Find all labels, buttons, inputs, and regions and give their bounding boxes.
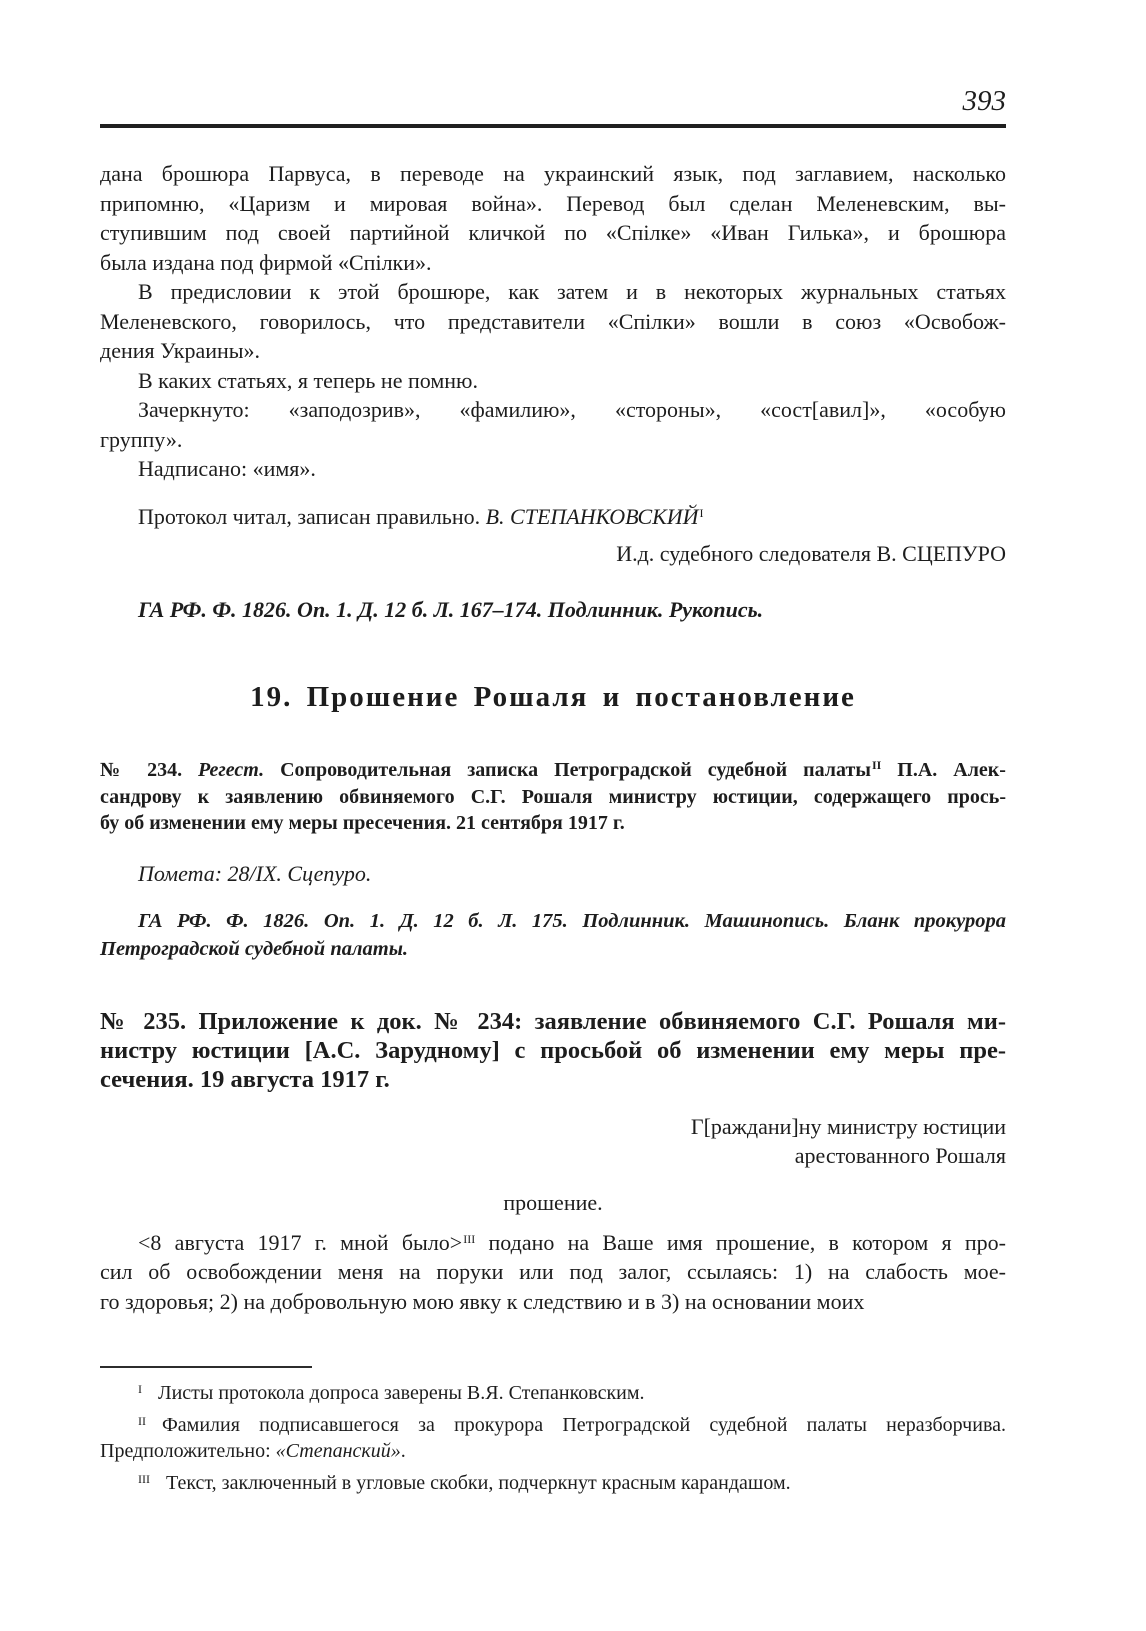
text-line [100, 454, 1006, 484]
text-segment: В предисловии к этой брошюре, как затем и в некоторых журнальных статьях [138, 279, 1006, 304]
text-line [100, 907, 1006, 935]
text-line [100, 595, 1006, 625]
text-line [100, 1065, 1006, 1094]
text-line [100, 218, 1006, 248]
footnote-1 [100, 1380, 1006, 1407]
footnote-ref: III [463, 1231, 476, 1246]
text-segment: Текст, заключенный в угловые скобки, подчеркнут красным карандашом. [166, 1471, 791, 1494]
text-line [100, 1287, 1006, 1317]
text-segment: нистру юстиции [А.С. Зарудному] с просьбой об изменении ему меры пре- [100, 1037, 1006, 1064]
text-segment: П.А. Алек- [881, 759, 1006, 781]
pometa-line [100, 859, 1006, 889]
text-line [100, 859, 1006, 889]
page-content [100, 0, 1006, 1496]
text-line [100, 248, 1006, 278]
text-segment: Регест. [198, 759, 265, 781]
text-line [100, 680, 1006, 714]
text-segment: «Степанский» [275, 1440, 401, 1462]
text-segment: Зачеркнуто: «заподозрив», «фамилию», «стороны», «сост[авил]», «особую [138, 397, 1006, 422]
para-crossed-out [100, 395, 1006, 454]
text-line [100, 425, 1006, 455]
text-segment: Надписано: «имя». [138, 456, 316, 481]
text-line [100, 1438, 1006, 1465]
text-line [100, 1188, 1006, 1218]
para-preface [100, 277, 1006, 366]
text-line [100, 1036, 1006, 1065]
text-segment: Листы протокола допроса заверены В.Я. Степанковским. [158, 1382, 645, 1404]
archive-ref-1 [100, 595, 1006, 625]
page-number: 393 [962, 85, 1006, 117]
text-line [100, 189, 1006, 219]
doc-234-header [100, 757, 1006, 837]
text-segment: ГА РФ. Ф. 1826. Оп. 1. Д. 12 б. Л. 175. Подлинник. Машинопись. Бланк прокурора [138, 910, 1006, 932]
text-segment: ГА РФ. Ф. 1826. Оп. 1. Д. 12 б. Л. 167–174. Подлинник. Рукопись. [138, 596, 764, 622]
text-segment: № 234. [100, 759, 199, 781]
investigator-line [100, 539, 1006, 569]
text-line [100, 1412, 1006, 1439]
text-segment: прошение. [503, 1190, 603, 1215]
footnote-ref: I [699, 505, 704, 520]
text-segment: Фамилия подписавшегося за прокурора Петроградской судебной палаты неразборчива. [162, 1413, 1006, 1436]
text-segment: группу». [100, 426, 183, 452]
text-segment: Сопроводительная записка Петроградской судебной палаты [264, 759, 871, 781]
text-segment: бу об изменении ему меры пресечения. 21 сентября 1917 г. [100, 812, 625, 834]
text-segment: Помета: 28/IX. Сцепуро. [138, 860, 372, 886]
text-line [100, 1007, 1006, 1036]
footnote-2 [100, 1412, 1006, 1465]
text-segment: Предположительно: [100, 1440, 276, 1462]
text-line [100, 395, 1006, 425]
footnote-marker: I [138, 1382, 142, 1396]
text-segment: Петроградской судебной палаты. [100, 938, 409, 960]
text-line [100, 539, 1006, 569]
text-segment: Г[раждани]ну министру юстиции [690, 1114, 1006, 1139]
addressee [100, 1113, 1006, 1170]
footnote-3 [100, 1470, 1006, 1497]
text-line [100, 1228, 1006, 1258]
text-line [100, 366, 1006, 396]
text-segment: припомню, «Царизм и мировая война». Перевод был сделан Меленевским, вы- [100, 190, 1006, 216]
text-segment: И.д. судебного следователя В. СЦЕПУРО [616, 541, 1006, 566]
archive-ref-2 [100, 907, 1006, 963]
text-line [100, 784, 1006, 811]
text-line [100, 159, 1006, 189]
section-heading [100, 680, 1006, 714]
header-rule [100, 124, 1006, 128]
text-segment: Меленевского, говорилось, что представители «Спілки» вошли в союз «Освобож- [100, 308, 1006, 334]
text-segment: подано на Ваше имя прошение, в котором я про- [475, 1229, 1007, 1255]
text-line [100, 307, 1006, 337]
text-segment: сечения. 19 августа 1917 г. [100, 1066, 390, 1093]
footnote-marker: III [138, 1471, 150, 1486]
text-line [100, 935, 1006, 963]
text-line [100, 502, 1006, 532]
footnote-marker: II [138, 1413, 146, 1428]
text-segment: дения Украины». [100, 338, 261, 363]
text-line [100, 1257, 1006, 1287]
para-brochure [100, 159, 1006, 277]
text-segment: № 235. Приложение к док. № 234: заявление обвиняемого С.Г. Рошаля ми- [100, 1008, 1006, 1035]
para-inscribed [100, 454, 1006, 484]
text-segment: была издана под фирмой «Спілки». [100, 249, 432, 275]
petition-body [100, 1228, 1006, 1317]
text-line [100, 1142, 1006, 1171]
text-blocks [100, 159, 1006, 1496]
text-segment: Протокол читал, записан правильно. [138, 503, 486, 529]
text-line [100, 1113, 1006, 1142]
text-segment: арестованного Рошаля [794, 1142, 1006, 1168]
para-articles [100, 366, 1006, 396]
text-segment: сандрову к заявлению обвиняемого С.Г. Рошаля министру юстиции, содержащего прось- [100, 785, 1006, 808]
footnote-separator [100, 1366, 312, 1368]
text-segment: В каких статьях, я теперь не помню. [138, 367, 478, 393]
text-line [100, 277, 1006, 307]
signature-line [100, 502, 1006, 532]
text-line [100, 1380, 1006, 1407]
petition-subheading [100, 1188, 1006, 1218]
text-segment: 19. Прошение Рошаля и постановление [250, 681, 856, 713]
text-line [100, 757, 1006, 784]
text-segment: го здоровья; 2) на добровольную мою явку к следствию и в 3) на основании моих [100, 1288, 865, 1314]
text-segment: <8 августа 1917 г. мной было> [138, 1229, 463, 1255]
text-segment: сил об освобождении меня на поруки или под залог, ссылаясь: 1) на слабость мое- [100, 1259, 1006, 1284]
text-segment: дана брошюра Парвуса, в переводе на украинский язык, под заглавием, насколько [100, 161, 1006, 186]
doc-235-header [100, 1007, 1006, 1094]
text-segment: В. СТЕПАНКОВСКИЙ [485, 503, 699, 529]
text-line [100, 1470, 1006, 1497]
text-segment: . [400, 1440, 406, 1462]
text-line [100, 336, 1006, 366]
text-segment: ступившим под своей партийной кличкой по «Спілке» «Иван Гилька», и брошюра [100, 220, 1006, 245]
text-line [100, 810, 1006, 837]
footnote-ref: II [871, 758, 882, 772]
